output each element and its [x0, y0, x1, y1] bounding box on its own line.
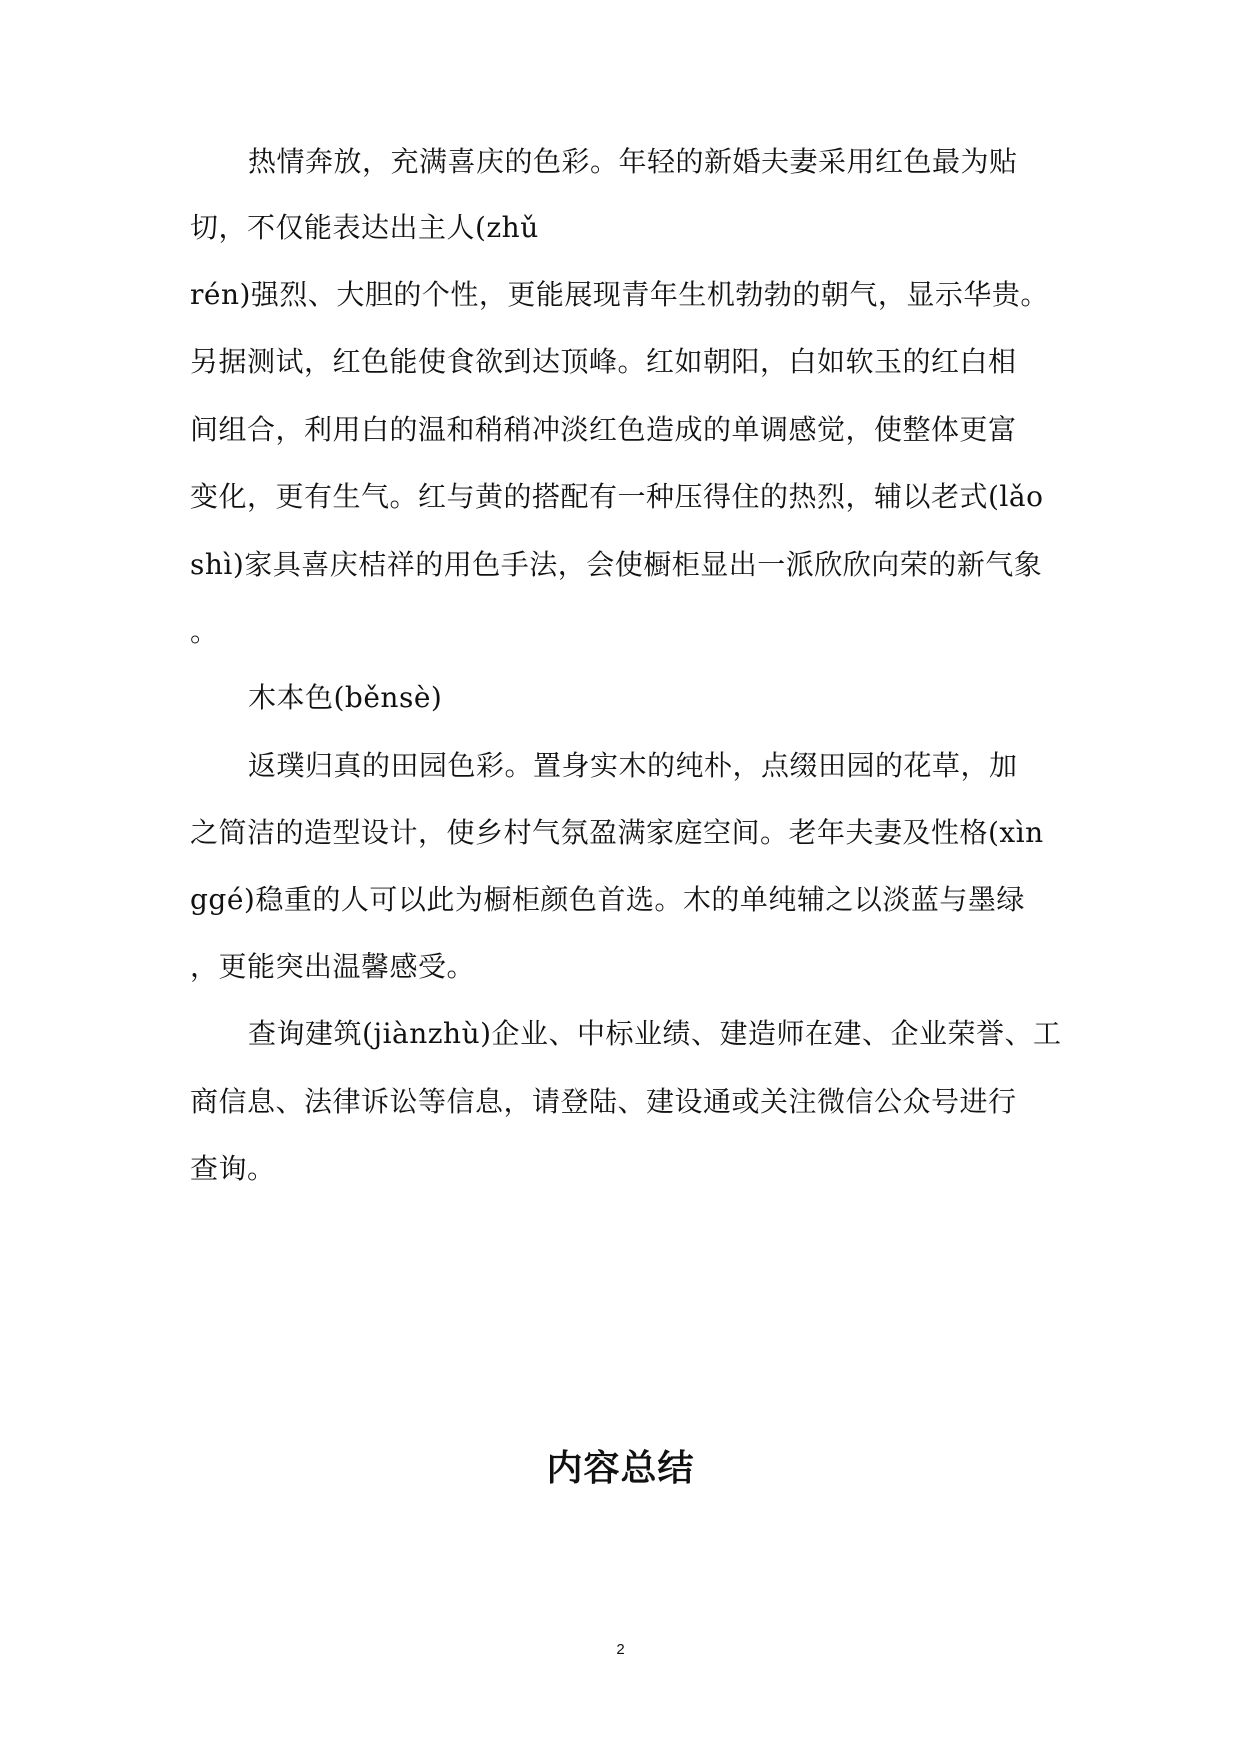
paragraph-1-line-1: 热情奔放，充满喜庆的色彩。年轻的新婚夫妻采用红色最为贴	[248, 145, 1018, 178]
paragraph-1-line-4: 另据测试，红色能使食欲到达顶峰。红如朝阳，白如软玉的红白相	[190, 345, 1017, 378]
paragraph-2-line-2: 之简洁的造型设计，使乡村气氛盈满家庭空间。老年夫妻及性格(xìn	[190, 816, 1044, 849]
paragraph-1-line-5: 间组合，利用白的温和稍稍冲淡红色造成的单调感觉，使整体更富	[190, 413, 1017, 446]
subheading-wood-color: 木本色(běnsè)	[248, 681, 443, 714]
paragraph-1-line-2: 切，不仅能表达出主人(zhǔ	[190, 211, 539, 244]
paragraph-1-line-7: shì)家具喜庆桔祥的用色手法，会使橱柜显出一派欣欣向荣的新气象	[190, 548, 1043, 581]
paragraph-1-line-6: 变化，更有生气。红与黄的搭配有一种压得住的热烈，辅以老式(lǎo	[190, 480, 1044, 513]
paragraph-2-line-1: 返璞归真的田园色彩。置身实木的纯朴，点缀田园的花草，加	[248, 749, 1018, 782]
paragraph-2-line-3: ggé)稳重的人可以此为橱柜颜色首选。木的单纯辅之以淡蓝与墨绿	[190, 883, 1025, 916]
paragraph-3-line-3: 查询。	[190, 1152, 276, 1185]
paragraph-3-line-1: 查询建筑(jiànzhù)企业、中标业绩、建造师在建、企业荣誉、工	[248, 1017, 1062, 1050]
paragraph-1-line-3: rén)强烈、大胆的个性，更能展现青年生机勃勃的朝气，显示华贵。	[190, 278, 1049, 311]
summary-heading: 内容总结	[546, 1447, 695, 1489]
paragraph-2-line-4: ，更能突出温馨感受。	[190, 950, 476, 983]
page-number: 2	[616, 1641, 625, 1658]
paragraph-1-line-8: 。	[190, 615, 219, 648]
paragraph-3-line-2: 商信息、法律诉讼等信息，请登陆、建设通或关注微信公众号进行	[190, 1085, 1017, 1118]
